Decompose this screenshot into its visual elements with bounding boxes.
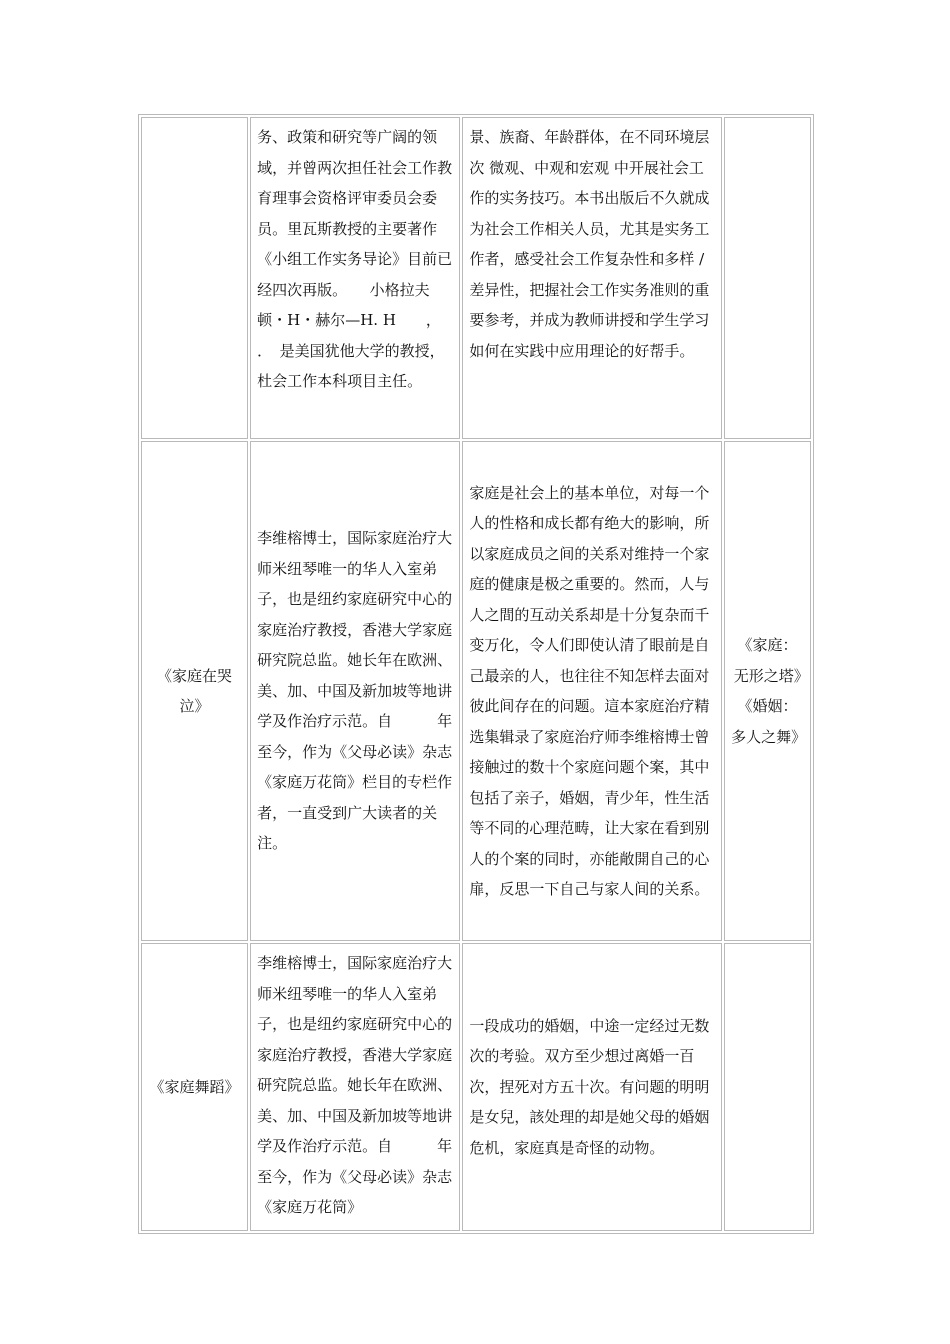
book-summary-cell: 一段成功的婚姻，中途一定经过无数次的考验。双方至少想过离婚一百次，捏死对方五十次。有问题的明明是女兒，該处理的却是她父母的婚姻危机，家庭真是奇怪的动物。 <box>462 943 722 1231</box>
table-row <box>141 943 811 1231</box>
author-intro-cell: 李维榕博士，国际家庭治疗大师米纽琴唯一的华人入室弟子，也是纽约家庭研究中心的家庭治疗教授，香港大学家庭研究院总监。她长年在欧洲、美、加、中国及新加坡等地讲学及作治疗示范。自 年至今，作为《父母必读》杂志《家庭万花筒》栏目的专栏作者，一直受到广大读者的关注。 <box>250 441 460 941</box>
book-table <box>138 114 814 1234</box>
book-summary-cell: 家庭是社会上的基本单位，对每一个人的性格和成长都有绝大的影响，所以家庭成员之间的关系对维持一个家庭的健康是极之重要的。然而，人与人之間的互动关系却是十分复杂而千变万化，令人们即使认清了眼前是自己最亲的人，也往往不知怎样去面对彼此间存在的问题。這本家庭治疗精选集辑录了家庭治疗师李维榕博士曾接触过的数十个家庭问题个案，其中包括了亲子，婚姻，青少年，性生活等不同的心理范畴，让大家在看到别人的个案的同时，亦能敞開自己的心扉，反思一下自己与家人间的关系。 <box>462 441 722 941</box>
related-books-cell <box>724 117 811 439</box>
author-intro-cell: 李维榕博士，国际家庭治疗大师米纽琴唯一的华人入室弟子，也是纽约家庭研究中心的家庭治疗教授，香港大学家庭研究院总监。她长年在欧洲、美、加、中国及新加坡等地讲学及作治疗示范。自 年至今，作为《父母必读》杂志《家庭万花筒》 <box>250 943 460 1231</box>
table-row <box>141 117 811 439</box>
author-intro-cell: 务、政策和研究等广阔的领域，并曾两次担任社会工作教育理事会资格评审委员会委员。里瓦斯教授的主要著作《小组工作实务导论》目前已经四次再版。 小格拉夫顿・H・赫尔—H. H ， ． 是美国犹他大学的教授，杜会工作本科项目主任。 <box>250 117 460 439</box>
book-summary-cell: 景、族裔、年龄群体，在不同环境层次 微观、中观和宏观 中开展社会工作的实务技巧。本书出版后不久就成为社会工作相关人员，尤其是实务工作者，感受社会工作复杂性和多样 / 差异性，把握社会工作实务准则的重要参考，并成为教师讲授和学生学习如何在实践中应用理论的好帮手。 <box>462 117 722 439</box>
related-books-cell <box>724 943 811 1231</box>
book-title-cell <box>141 117 248 439</box>
table-row <box>141 441 811 941</box>
related-books-cell: 《家庭：无形之塔》《婚姻：多人之舞》 <box>724 441 811 941</box>
book-title-cell: 《家庭在哭泣》 <box>141 441 248 941</box>
book-title-cell: 《家庭舞蹈》 <box>141 943 248 1231</box>
